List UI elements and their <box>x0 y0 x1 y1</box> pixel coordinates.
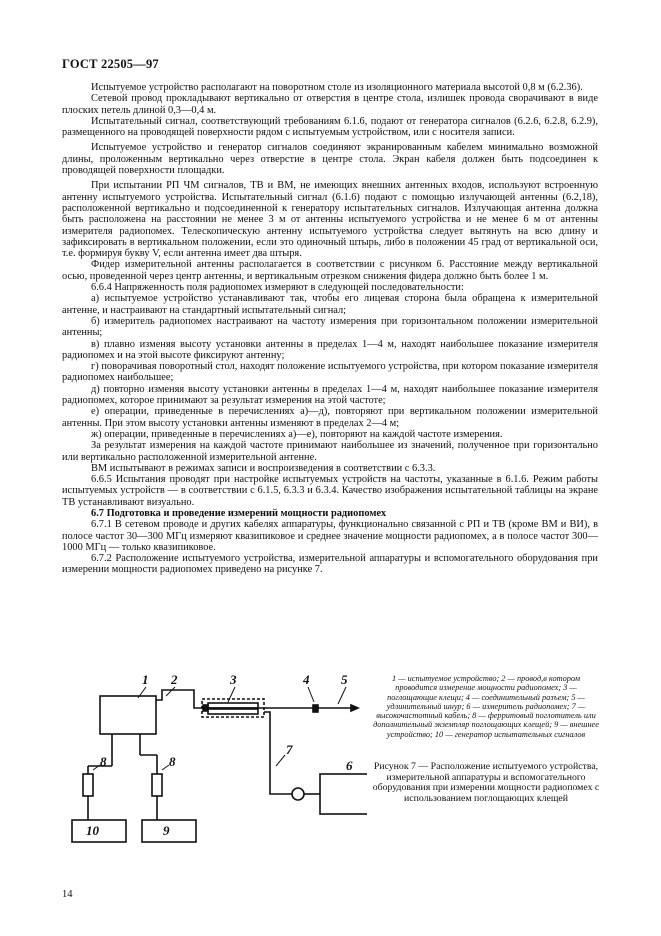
signal-generator <box>72 820 126 842</box>
label-1: 1 <box>142 672 149 687</box>
leader-line <box>338 687 346 704</box>
leader-line <box>308 687 314 702</box>
clamp-ferrite <box>208 709 258 714</box>
arrow-icon <box>351 705 358 711</box>
section-heading: 6.7 Подготовка и проведение измерений мощности радиопомех <box>91 507 387 519</box>
paragraph: 6.7.2 Расположение испытуемого устройства, измерительной аппаратуры и вспомогательного оборудования при измерении мощности радиопомех приведено на рисунке 7. <box>62 553 598 576</box>
figure-title: Рисунок 7 — Расположение испытуемого устройства, измерительной аппаратуры и вспомогательного оборудования при измерении мощности радиопомех с использованием поглощающих клещей <box>372 761 600 804</box>
paragraph: ВМ испытывают в режимах записи и воспроизведения в соответствии с 6.3.3. <box>91 462 436 474</box>
leader-line <box>162 765 169 770</box>
label-6: 6 <box>346 758 353 773</box>
list-item: ж) операции, приведенные в перечислениях а)—е), повторяют на каждой частоте измерения. <box>91 428 503 440</box>
label-8: 8 <box>100 754 107 769</box>
mains-wire <box>156 690 267 708</box>
paragraph: Сетевой провод прокладывают вертикально от отверстия в центре стола, излишек провода сворачивают в виде плоских петель длиной 0,3—0,4 м. <box>62 93 598 116</box>
list-item: г) поворачивая поворотный стол, находят положение испытуемого устройства, при котором показание измерителя радиопомех наибольшее; <box>62 361 598 384</box>
list-item: б) измеритель радиопомех настраивают на частоту измерения при горизонтальном положении измерительной антенны; <box>62 315 598 339</box>
ferrite-absorber <box>83 774 93 796</box>
label-2: 2 <box>171 672 178 687</box>
paragraph: Фидер измерительной антенны располагается в соответствии с рисунком 6. Расстояние между вертикальной осью, проведенной через центр антенны, и вертикальным отрезком снижения фидера должно быть более 1 м. <box>62 259 598 282</box>
clamp-end <box>203 705 208 711</box>
paragraph: Испытуемое устройство и генератор сигналов соединяют экранированным кабелем минимально возможной длины, проложенным вертикально через отверстие в центре стола. Экран кабеля должен быть подсоединен к проводящей поверхности площадки. <box>62 142 598 177</box>
clamp-ferrite <box>208 703 258 708</box>
label-7: 7 <box>286 742 293 757</box>
list-item: в) плавно изменяя высоту установки антенны в пределах 1—4 м, находят наибольшее показание измерителя радиопомех и на этой высоте фиксируют антенну; <box>62 338 598 361</box>
paragraph: 6.6.5 Испытания проводят при настройке испытуемых устройств на частоты, указанные в 6.1.6. Режим работы испытуемых устройств — в соответствии с 6.1.5, 6.3.3 и 6.3.4. Качество изображения испытательной таблицы на экране ТВ устанавливают визуально. <box>62 474 598 508</box>
list-item: е) операции, приведенные в перечислениях а)—д), повторяют при вертикальном положении измерительной антенны. При этом высоту установки антенны изменяют в пределах 2—4 м; <box>62 406 598 429</box>
paragraph: При испытании РП ЧМ сигналов, ТВ и ВМ, не имеющих внешних антенных входов, используют встроенную антенну испытуемого устройства. Испытательный сигнал (6.1.6) подают с помощью излучающей антенны (6.2,18), расположенной вертикально и подсоединенной к генератору испытательных сигналов. Излучающая антенна должна быть расположена на расстоянии не менее 3 м от антенны испытуемого устройства и не менее 6 м от антенны измерителя радиопомех. Телескопическую антенну испытуемого устройства следует вытянуть на всю длину и зафиксировать в вертикальном положении, если это одиночный штырь, либо в положении 45 град от вертикальной оси, т.е. формируя букву V, если антенна имеет два штыря. <box>62 180 598 260</box>
cable-loop <box>292 788 304 800</box>
paragraph: 6.6.4 Напряженность поля радиопомех измеряют в следующей последовательности: <box>91 282 464 294</box>
page-number: 14 <box>62 889 73 900</box>
list-item: а) испытуемое устройство устанавливают так, чтобы его лицевая сторона была обращена к измерительной антенне, и настраивают на стандартный испытательный сигнал; <box>62 293 598 316</box>
body-text <box>62 82 598 576</box>
label-5: 5 <box>341 672 348 687</box>
label-10: 10 <box>86 823 99 838</box>
label-9: 9 <box>163 823 170 838</box>
list-item: д) повторно изменяя высоту установки антенны в пределах 1—4 м, находят наибольшее показание измерителя радиопомех, которое принимают за результат измерения на этой частоте; <box>62 383 598 407</box>
leader-line <box>276 755 285 766</box>
connector <box>313 705 318 712</box>
leader-line <box>166 687 175 696</box>
paragraph: За результат измерения на каждой частоте принимают наибольшее из значений, полученное при горизонтально или вертикально расположенной измерительной антенне. <box>62 440 598 463</box>
label-8b: 8 <box>169 754 176 769</box>
interference-meter <box>320 774 367 814</box>
label-3: 3 <box>230 672 237 687</box>
paragraph: 6.7.1 В сетевом проводе и других кабелях аппаратуры, функционально связанной с РП и ТВ (кроме ВМ и ВИ), в полосе частот 30—300 МГц измеряют квазипиковое и среднее значение мощности радиопомех, а в полосе частот 300—1000 МГц — только квазипиковое. <box>62 519 598 553</box>
document-code: ГОСТ 22505—97 <box>62 57 159 71</box>
figure-legend: 1 — испытуемое устройство; 2 — провод,в котором проводится измерение мощности радиопомех; 3 — поглощающие клещи; 4 — соединительный разъем; 5 — удлинительный шнур; 6 — измеритель радиопомех; 7 — высокочастотный кабель; 8 — ферритовый поглотитель или дополнительный экземпляр поглощающих клещей; 9 — внешнее устройство; 10 — генератор испытательных сигналов <box>373 674 599 739</box>
ferrite-absorber <box>152 774 162 796</box>
label-4: 4 <box>303 672 310 687</box>
device-under-test <box>100 696 156 734</box>
figure-7-diagram <box>62 670 367 845</box>
paragraph: Испытуемое устройство располагают на поворотном столе из изоляционного материала высотой 0,8 м (6.2.36). <box>91 82 583 93</box>
paragraph: Испытательный сигнал, соответствующий требованиям 6.1.6, подают от генератора сигналов (6.2.6, 6.2.8, 6.2.9), размещенного на проводящей поверхности рядом с испытуемым устройством, или с носителя записи. <box>62 115 598 139</box>
